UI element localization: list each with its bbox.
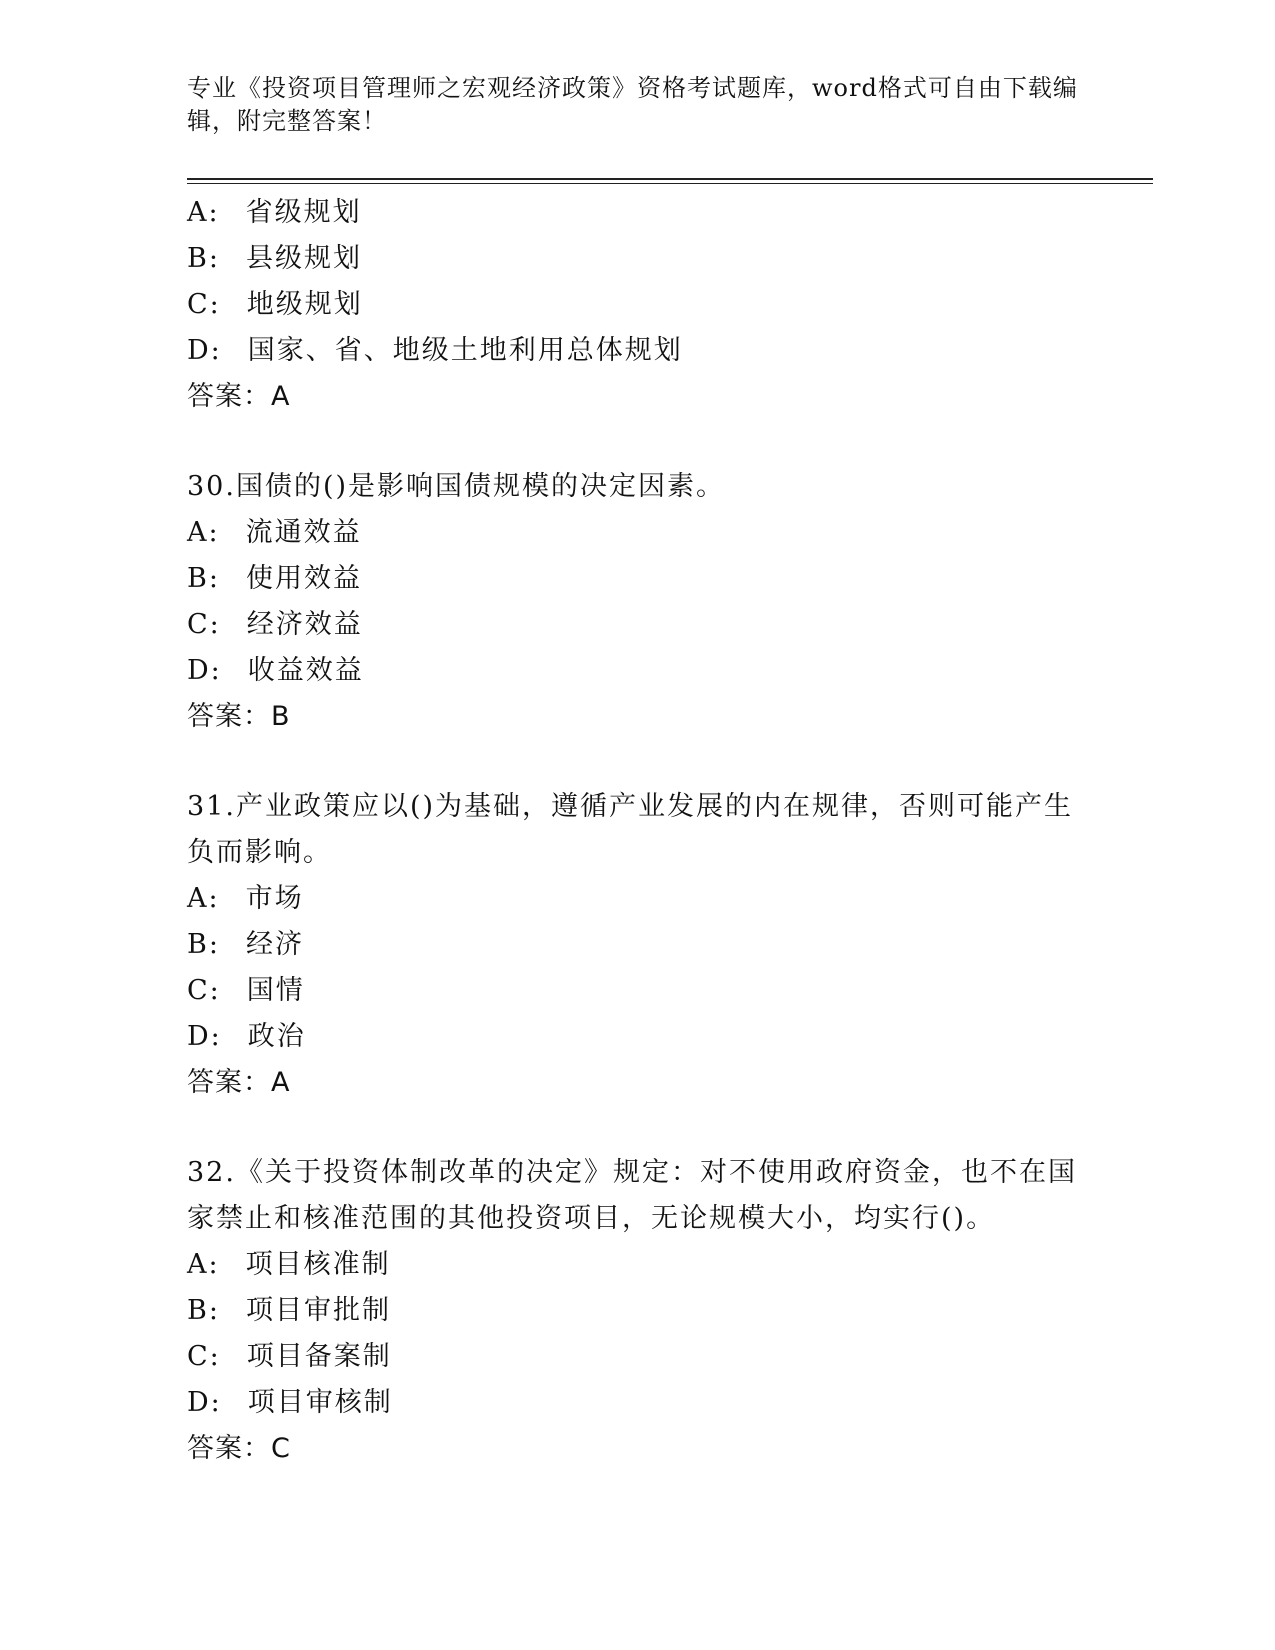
option-d: D: 政治 [187,1021,306,1052]
option-text: 使用效益 [245,563,362,594]
question-block-prev [187,190,1087,420]
option-text: 国情 [246,975,305,1006]
question-stem: 31.产业政策应以()为基础，遵循产业发展的内在规律，否则可能产生负而影响。 [187,791,1074,868]
option-d: D: 国家、省、地级土地利用总体规划 [187,335,683,366]
answer-line: 答案：A [187,381,291,412]
option-text: 经济 [245,929,304,960]
option-c: C: 地级规划 [187,289,363,320]
answer-line: 答案：C [187,1433,291,1464]
option-b: B: 使用效益 [187,563,362,594]
answer-line: 答案：A [187,1067,291,1098]
option-text: 项目核准制 [245,1249,391,1280]
option-d: D: 收益效益 [187,655,364,686]
option-a: A: 省级规划 [187,197,362,228]
question-block-30 [187,464,1087,740]
option-b: B: 项目审批制 [187,1295,391,1326]
option-text: 项目审核制 [247,1387,393,1418]
option-text: 省级规划 [245,197,362,228]
option-text: 项目审批制 [245,1295,391,1326]
question-block-31 [187,784,1087,1106]
option-text: 县级规划 [245,243,362,274]
question-stem: 30.国债的()是影响国债规模的决定因素。 [187,471,726,502]
option-a: A: 市场 [187,883,304,914]
option-c: C: 国情 [187,975,305,1006]
question-block-32 [187,1150,1087,1472]
option-text: 市场 [245,883,304,914]
question-list [187,190,1087,1472]
option-text: 收益效益 [247,655,364,686]
option-b: B: 县级规划 [187,243,362,274]
answer-line: 答案：B [187,701,291,732]
option-text: 国家、省、地级土地利用总体规划 [247,335,683,366]
option-text: 流通效益 [245,517,362,548]
option-a: A: 流通效益 [187,517,362,548]
option-a: A: 项目核准制 [187,1249,391,1280]
option-c: C: 经济效益 [187,609,363,640]
option-text: 政治 [247,1021,306,1052]
document-header: 专业《投资项目管理师之宏观经济政策》资格考试题库，word格式可自由下载编辑，附完整答案！ [187,74,1078,135]
option-c: C: 项目备案制 [187,1341,392,1372]
option-b: B: 经济 [187,929,304,960]
option-text: 经济效益 [246,609,363,640]
option-d: D: 项目审核制 [187,1387,393,1418]
header-rule-thin [187,183,1153,184]
option-text: 项目备案制 [246,1341,392,1372]
question-stem: 32.《关于投资体制改革的决定》规定：对不使用政府资金，也不在国家禁止和核准范围的其他投资项目，无论规模大小，均实行()。 [187,1157,1077,1234]
header-rule-thick [187,178,1153,180]
option-text: 地级规划 [246,289,363,320]
